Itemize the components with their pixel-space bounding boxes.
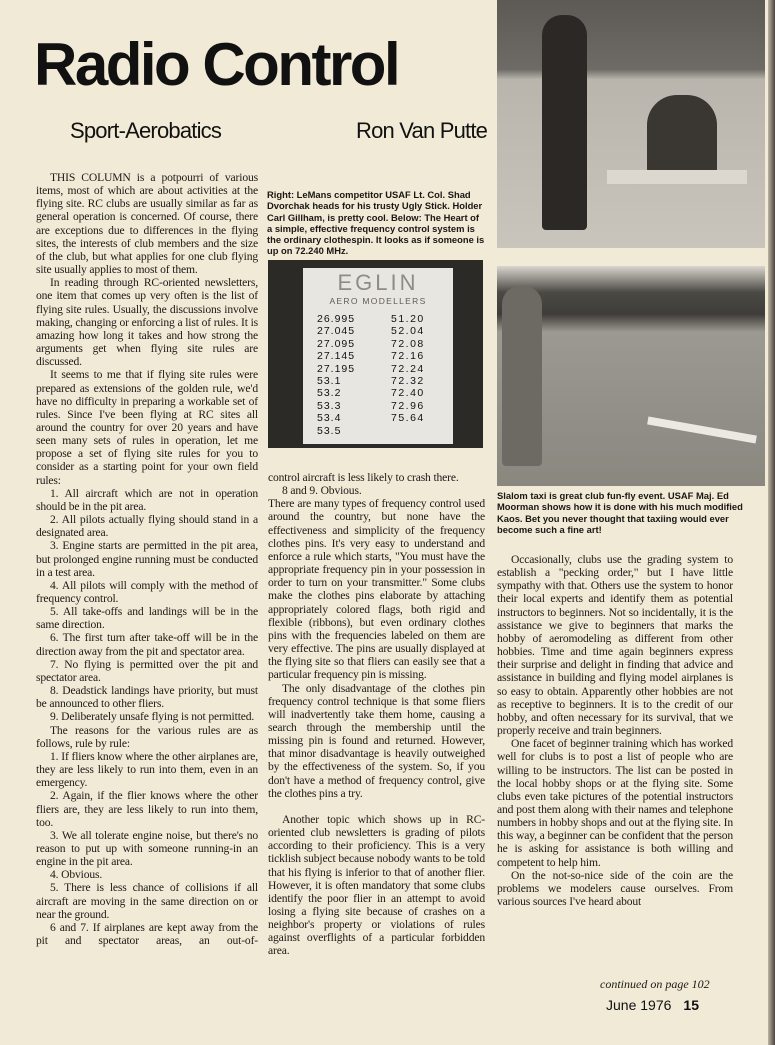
frequency-label: 72.16 (391, 350, 425, 363)
paragraph: The only disadvantage of the clothes pin frequency control technique is that some fliers will inadvertently take them home, causing a search through the membership until the missing pin is found and returned. However, that minor disadvantage is heavily outweighed by the effectiveness of the system. So, if you don't have a method of frequency control, give the clothes pins a try. (268, 681, 485, 800)
photo-lemans-pilot (497, 0, 765, 248)
frequency-label: 53.2 (317, 387, 342, 400)
issue-date: June 1976 (606, 997, 672, 1013)
rule-item: 4. All pilots will comply with the method of frequency control. (36, 578, 258, 605)
page-edge-shadow (768, 0, 775, 1045)
reason-item: 5. There is less chance of collisions if all aircraft are moving in the same direction on or near the ground. (36, 881, 258, 921)
sign-title: EGLIN (337, 270, 419, 295)
rule-item: 6. The first turn after take-off will be in the direction away from the pit and spectator area. (36, 631, 258, 658)
frequency-sign (303, 268, 453, 444)
frequency-label: 26.995 (317, 313, 356, 325)
paragraph: Occasionally, clubs use the grading system to establish a "pecking order," but I have little sympathy with that. Others use the system to honor their local experts and identify them as potential instructors to beginners. Not so incidentally, it is the assistance we give to beginners that marks the hobby of aeromodeling as different from other hobbies. Time and time again beginners express their surprise and delight in finding that advice and assistance in building and flying model airplanes is so easy to obtain. Apparently other hobbies are not as receptive to beginners. It is to the credit of our hobby, and often necessary for its survival, that we properly receive and train beginners. (497, 553, 733, 738)
paragraph: Another topic which shows up in RC-oriented club newsletters is grading of pilots according to their proficiency. This is a very ticklish subject because nobody wants to be told that his flying is inferior to that of another flier. However, it is often mandatory that some clubs identify the poor flier in an attempt to avoid losing a flying site because of crashes on a neighbor's property or violations of rules against overflights of a particular forbidden area. (268, 812, 485, 958)
frequency-label: 51.20 (391, 313, 425, 325)
article-column-3 (497, 553, 733, 908)
article-column-2 (268, 471, 485, 958)
frequency-label: 53.5 (317, 424, 342, 437)
paragraph: The reasons for the various rules are as follows, rule by rule: (36, 723, 258, 750)
page-number: 15 (683, 997, 699, 1013)
rule-item: 5. All take-offs and landings will be in the same direction. (36, 605, 258, 632)
paragraph: It seems to me that if flying site rules were prepared as extensions of the golden rule, we'd have no difficulty in preparing a workable set of rules. Since I've been flying at RC sites all around the country for over 20 years and have seen many sets of rules in operation, let me propose a set of flying site rules for you to consider as a starting point for your own field rules: (36, 368, 258, 487)
page-footer (606, 997, 699, 1013)
frequency-label: 72.40 (391, 387, 425, 400)
section-subtitle: Sport-Aerobatics (70, 118, 222, 143)
rule-item: 7. No flying is permitted over the pit and spectator area. (36, 657, 258, 684)
paragraph: On the not-so-nice side of the coin are the problems we modelers cause ourselves. From various sources I've heard about (497, 868, 733, 909)
rule-item: 3. Engine starts are permitted in the pit area, but prolonged engine running must be conducted in a test area. (36, 539, 258, 579)
frequency-label: 27.095 (317, 337, 356, 350)
paragraph: THIS COLUMN is a potpourri of various items, most of which are about activities at the flying site. RC clubs are usually similar as far as general operation is concerned. Of course, there are exceptions due to differences in the flying sites, the interests of club members and the size of the club, but what applies for one club flying site usually applies to most of them. (36, 171, 258, 277)
photo-frequency-board (268, 260, 483, 448)
frequency-label: 72.32 (391, 375, 425, 388)
caption-top: Right: LeMans competitor USAF Lt. Col. Shad Dvorchak heads for his trusty Ugly Stick. Holder Carl Gillham, is pretty cool. Below: The Heart of a simple, effective frequency control system is the ordinary clothespin. It looks as if someone is up on 72.240 MHz. (267, 189, 485, 257)
sign-right-frequencies (391, 313, 425, 425)
frequency-label: 72.24 (391, 362, 425, 375)
sign-subtitle: AERO MODELLERS (329, 296, 427, 306)
paragraph: One facet of beginner training which has worked well for clubs is to post a list of people who are willing to be instructors. The list can be posted in the local hobby shops or at the flying site. Some clubs even take pictures of the potential instructors and post them along with their names and telephone numbers in hobby shops and out at the flying site. In this way, a beginner can be confident that the person he is asking for assistance is both willing and competent to help him. (497, 737, 733, 869)
article-column-1 (36, 171, 258, 947)
frequency-label: 72.96 (391, 399, 425, 412)
rule-item: 8. Deadstick landings have priority, but must be announced to other fliers. (36, 684, 258, 711)
photo-slalom-taxi (497, 266, 765, 486)
rule-item: 1. All aircraft which are not in operation should be in the pit area. (36, 486, 258, 513)
page-title: Radio Control (34, 31, 399, 98)
reason-item: 4. Obvious. (50, 868, 103, 882)
frequency-label: 27.145 (317, 350, 356, 363)
frequency-label: 53.1 (317, 375, 342, 388)
reason-item: 2. Again, if the flier knows where the other fliers are, they are less likely to run into them, too. (36, 789, 258, 829)
paragraph: control aircraft is less likely to crash there. (268, 471, 459, 484)
reason-item: 6 and 7. If airplanes are kept away from the pit and spectator areas, an out-of- (36, 920, 258, 948)
frequency-label: 75.64 (391, 412, 425, 425)
rule-item: 9. Deliberately unsafe flying is not permitted. (50, 710, 255, 724)
frequency-label: 27.045 (317, 325, 356, 338)
author-byline: Ron Van Putte (356, 118, 488, 143)
paragraph: In reading through RC-oriented newsletters, one item that comes up very often is the list of flying site rules. Usually, the discussions involve making, changing or enforcing a list of rules. It is amazing how long it takes and how strong the arguments get when flying site rules are discussed. (36, 276, 258, 369)
reason-item: 8 and 9. Obvious. (282, 484, 362, 498)
frequency-label: 27.195 (317, 362, 356, 375)
sign-left-frequencies (317, 313, 355, 437)
reason-item: 1. If fliers know where the other airplanes are, they are less likely to run into them, even in an emergency. (36, 749, 258, 790)
paragraph: There are many types of frequency control used around the country, but none have the effectiveness and simplicity of the frequency clothes pins. It's very easy to understand and enforce a rule which starts, "You must have the appropriate frequency pin in your possession in order to turn on your transmitter." Some clubs make the clothes pins elaborate by attaching appropriately colored flags, both rigid and flexible (ribbons), but even ordinary clothes pins with the frequencies labeled on them are very effective. The pins are usually displayed at the flying site so that fliers can easily see that a particular frequency pin is missing. (268, 497, 485, 682)
frequency-label: 53.4 (317, 412, 342, 425)
rule-item: 2. All pilots actually flying should stand in a designated area. (36, 513, 258, 540)
frequency-label: 72.08 (391, 337, 425, 350)
frequency-label: 52.04 (391, 325, 425, 338)
continued-note: continued on page 102 (600, 977, 710, 991)
frequency-label: 53.3 (317, 399, 342, 412)
reason-item: 3. We all tolerate engine noise, but there's no reason to put up with someone running-in an engine in the pit area. (36, 828, 258, 869)
caption-bottom: Slalom taxi is great club fun-fly event. USAF Maj. Ed Moorman shows how it is done with his much modified Kaos. Bet you never thought that taxiing would ever become such a fine art! (497, 490, 743, 535)
